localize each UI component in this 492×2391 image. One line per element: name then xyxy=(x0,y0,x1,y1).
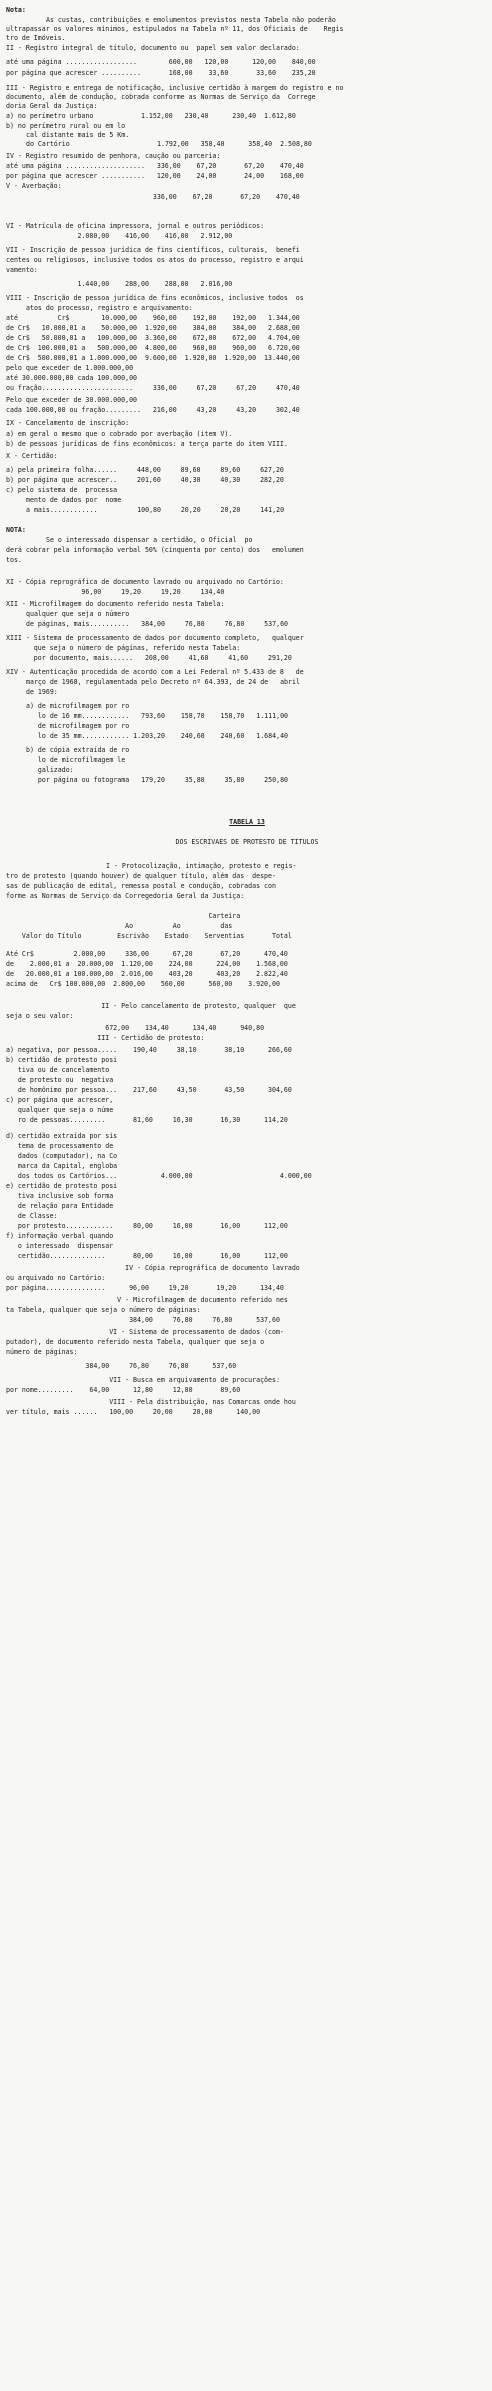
text-line: ver título, mais ...... 100,00 20,00 20,00 140,00 xyxy=(6,1408,261,1416)
text-line: NOTA: xyxy=(6,526,26,534)
text-line: ro de pessoas......... 81,60 16,30 16,30 114,20 xyxy=(6,1116,288,1124)
text-line: XII - Microfilmagem do documento referido nesta Tabela: xyxy=(6,600,225,608)
text-line: Até Cr$ 2.000,00 336,00 67,20 67,20 470,40 xyxy=(6,950,288,958)
text-line: por página que acrescer ........... 120,00 24,00 24,00 168,00 xyxy=(6,172,304,180)
text-line: a mais............ 100,80 20,20 20,20 141,20 xyxy=(26,506,285,514)
text-line: 672,00 134,40 134,40 940,80 xyxy=(6,1024,265,1032)
text-line: de homônimo por pessoa... 217,60 43,50 43,50 304,60 xyxy=(6,1086,292,1094)
text-line: b) de cópia extraída de ro xyxy=(26,746,130,754)
text-line: por página ou fotograma 179,20 35,80 35,80 250,80 xyxy=(26,776,289,784)
text-line: c) pelo sistema de processa xyxy=(6,486,118,494)
text-line: XIV - Autenticação procedida de acordo com a Lei Federal nº 5.433 de 8 de xyxy=(6,668,304,676)
text-line: IX - Cancelamento de inscrição: xyxy=(6,419,130,427)
text-line: tema de processamento de xyxy=(6,1142,114,1150)
text-line: cada 100.000,00 ou fração......... 216,00 43,20 43,20 302,40 xyxy=(6,406,300,414)
text-line: 1.440,00 288,00 288,00 2.016,00 xyxy=(6,280,233,288)
text-line: o interessado dispensar xyxy=(6,1242,114,1250)
text-line: lo de microfilmagem le xyxy=(26,756,126,764)
text-line: pelo que exceder de 1.000.000,00 xyxy=(6,364,134,372)
text-line: março de 1968, regulamentada pelo Decreto nº 64.393, de 24 de abril xyxy=(26,678,300,686)
text-line: IV - Registro resumido de penhora, caução ou parceria: xyxy=(6,152,221,160)
text-line: tro de Imóveis. xyxy=(6,34,66,42)
text-line: V - Microfilmagem de documento referido nes xyxy=(6,1296,288,1304)
text-line: galizado: xyxy=(26,766,74,774)
text-line: dados (computador), na Co xyxy=(6,1152,118,1160)
text-line: de Classe: xyxy=(6,1212,58,1220)
text-line: de Cr$ 10.000,01 a 50.000,00 1.920,00 384,00 384,00 2.688,00 xyxy=(6,324,300,332)
text-line: tiva inclusive sob forma xyxy=(6,1192,114,1200)
text-line: ou arquivado no Cartório: xyxy=(6,1274,106,1282)
text-line: VIII - Pela distribuição, nas Comarcas onde hou xyxy=(6,1398,296,1406)
text-line: de Cr$ 50.000,01 a 100.000,00 3.360,00 672,00 672,00 4.704,00 xyxy=(6,334,300,342)
text-line: b) de pessoas jurídicas de fins econômicos: a terça parte do item VIII. xyxy=(6,440,288,448)
text-line: derá cobrar pela informação verbal 50% (cinquenta por cento) dos emolumen xyxy=(6,546,304,554)
text-line: IV - Cópia reprográfica de documento lavrado xyxy=(6,1264,300,1272)
text-line: tiva ou de cancelamento xyxy=(6,1066,110,1074)
text-line: II - Registro integral de título, documento ou papel sem valor declarado: xyxy=(6,44,300,52)
text-line: ou fração....................... 336,00 67,20 67,20 470,40 xyxy=(6,384,300,392)
text-line: a) no perímetro urbano 1.152,00 230,40 230,40 1.612,80 xyxy=(6,112,296,120)
text-line: XIII - Sistema de processamento de dados por documento completo, qualquer xyxy=(6,634,304,642)
text-line: tro de protesto (quando houver) de qualquer título, além das despe- xyxy=(6,872,276,880)
text-line: centes ou religiosos, inclusive todos os atos do processo, registro e arqui xyxy=(6,256,304,264)
text-line: a) de microfilmagem por ro xyxy=(26,702,130,710)
text-line: qualquer que seja o núme xyxy=(6,1106,114,1114)
text-line: XI - Cópia reprográfica de documento lavrado ou arquivado no Cartório: xyxy=(6,578,284,586)
text-line: 2.080,00 416,00 416,00 2.912,00 xyxy=(6,232,233,240)
text-line: 96,00 19,20 19,20 134,40 xyxy=(6,588,225,596)
text-line: Carteira xyxy=(6,912,241,920)
text-line: VII - Busca em arquivamento de procurações: xyxy=(6,1376,280,1384)
text-line: lo de 35 mm............ 1.203,20 240,60 240,60 1.684,40 xyxy=(26,732,289,740)
text-line: VII - Inscrição de pessoa jurídica de fins científicos, culturais, benefi xyxy=(6,246,300,254)
text-line: mento de dados por nome xyxy=(26,496,122,504)
text-line: VI - Sistema de processamento de dados (com- xyxy=(6,1328,284,1336)
table-subheading: DOS ESCRIVÃES DE PROTESTO DE TÍTULOS xyxy=(175,838,319,846)
text-line: d) certidão extraída por sis xyxy=(6,1132,118,1140)
table-heading: TABELA 13 xyxy=(229,818,265,826)
text-line: vamento: xyxy=(6,266,38,274)
text-line: 384,00 76,80 76,80 537,60 xyxy=(6,1316,280,1324)
text-line: que seja o número de páginas, referido nesta Tabela: xyxy=(6,644,241,652)
text-line: de relação para Entidade xyxy=(6,1202,114,1210)
text-line: seja o seu valor: xyxy=(6,1012,74,1020)
text-line: documento, além de condução, cobrada conforme as Normas de Serviço da Correge xyxy=(6,93,316,101)
text-line: de páginas, mais.......... 384,00 76,80 76,80 537,60 xyxy=(26,620,289,628)
text-line: até uma página .................... 336,00 67,20 67,20 470,40 xyxy=(6,162,304,170)
text-line: b) no perímetro rural ou em lo xyxy=(6,122,126,130)
text-line: até uma página .................. 600,00 120,00 120,00 840,00 xyxy=(6,58,316,66)
text-line: marca da Capital, engloba xyxy=(6,1162,118,1170)
text-line: putador), de documento referido nesta Tabela, qualquer que seja o xyxy=(6,1338,265,1346)
text-line: cal distante mais de 5 Km. xyxy=(26,131,130,139)
text-line: de protesto ou negativa xyxy=(6,1076,114,1084)
text-line: de 1969: xyxy=(26,688,58,696)
text-line: de Cr$ 500.000,01 a 1.000.000,00 9.600,00 1.920,00 1.920,00 13.440,00 xyxy=(6,354,300,362)
text-line: dos todos os Cartórios... 4.000,00 4.000,00 xyxy=(6,1172,312,1180)
text-line: a) em geral o mesmo que o cobrado por averbação (item V). xyxy=(6,430,233,438)
text-line: 384,00 76,80 76,80 537,60 xyxy=(6,1362,237,1370)
text-line: número de páginas: xyxy=(6,1348,78,1356)
text-line: lo de 16 mm............ 793,60 158,70 158,70 1.111,00 xyxy=(26,712,289,720)
text-line: por nome......... 64,00 12,80 12,80 89,60 xyxy=(6,1386,241,1394)
text-line: X - Certidão: xyxy=(6,452,58,460)
text-line: Se o interessado dispensar a certidão, o Oficial po xyxy=(46,536,253,544)
text-line: f) informação verbal quando xyxy=(6,1232,114,1240)
text-line: por protesto............ 80,00 16,00 16,00 112,00 xyxy=(6,1222,288,1230)
text-line: As custas, contribuições e emolumentos previstos nesta Tabela não poderão xyxy=(46,16,336,24)
text-line: por documento, mais...... 208,00 41,60 41,60 291,20 xyxy=(6,654,292,662)
text-line: II - Pelo cancelamento de protesto, qualquer que xyxy=(6,1002,296,1010)
text-line: acima de Cr$ 100.000,00 2.800,00 560,00 560,00 3.920,00 xyxy=(6,980,280,988)
text-line: III - Registro e entrega de notificação, inclusive certidão à margem do registro e no xyxy=(6,84,344,92)
text-line: I - Protocolização, intimação, protesto e regis- xyxy=(106,862,297,870)
text-line: e) certidão de protesto posi xyxy=(6,1182,118,1190)
text-line: a) pela primeira folha...... 448,00 89,60 89,60 627,20 xyxy=(6,466,284,474)
text-line: b) por página que acrescer.. 201,60 40,30 40,30 282,20 xyxy=(6,476,284,484)
text-line: por página que acrescer .......... 168,00 33,60 33,60 235,20 xyxy=(6,69,316,77)
text-line: Pelo que exceder de 30.000.000,00 xyxy=(6,396,138,404)
text-line: c) por página que acrescer, xyxy=(6,1096,114,1104)
text-line: Ao Ao das xyxy=(6,922,233,930)
text-line: sas de publicação de edital, remessa postal e condução, cobradas con xyxy=(6,882,276,890)
text-line: a) negativa, por pessoa..... 190,40 38,10 38,10 266,60 xyxy=(6,1046,292,1054)
text-line: de 20.000,01 a 100.000,00 2.016,00 403,20 403,20 2.822,40 xyxy=(6,970,288,978)
text-line: ta Tabela, qualquer que seja o número de páginas: xyxy=(6,1306,201,1314)
text-line: atos do processo, registro e arquivamento: xyxy=(26,304,193,312)
text-line: Valor do Título Escrivão Estado Serventias Total xyxy=(6,932,292,940)
text-line: V - Averbação: xyxy=(6,182,62,190)
text-line: qualquer que seja o número xyxy=(26,610,130,618)
text-line: ultrapassar os valores mínimos, estipulados na Tabela nº 11, dos Oficiais de Regis xyxy=(6,25,344,33)
text-line: de microfilmagem por ro xyxy=(26,722,130,730)
text-line: até 30.000.000,00 cada 100.000,00 xyxy=(6,374,138,382)
text-line: de 2.000,01 a 20.000,00 1.120,00 224,00 224,00 1.568,00 xyxy=(6,960,288,968)
text-line: por página............... 96,00 19,20 19,20 134,40 xyxy=(6,1284,284,1292)
text-line: forme as Normas de Serviço da Corregedoria Geral da Justiça: xyxy=(6,892,245,900)
text-line: certidão.............. 80,00 16,00 16,00 112,00 xyxy=(6,1252,288,1260)
text-line: do Cartório 1.792,00 358,40 358,40 2.508,80 xyxy=(26,140,312,148)
text-line: até Cr$ 10.000,00 960,00 192,00 192,00 1.344,00 xyxy=(6,314,300,322)
text-line: III - Certidão de protesto: xyxy=(6,1034,205,1042)
text-line: doria Geral da Justiça: xyxy=(6,102,98,110)
text-line: Nota: xyxy=(6,6,26,14)
text-line: de Cr$ 100.000,01 a 500.000,00 4.800,00 960,00 960,00 6.720,00 xyxy=(6,344,300,352)
text-line: tos. xyxy=(6,556,22,564)
text-line: VI - Matrícula de oficina impressora, jornal e outros periódicos: xyxy=(6,222,265,230)
text-line: b) certidão de protesto posi xyxy=(6,1056,118,1064)
text-line: VIII - Inscrição de pessoa jurídica de fins econômicos, inclusive todos os xyxy=(6,294,304,302)
text-line: 336,00 67,20 67,20 470,40 xyxy=(6,193,300,201)
